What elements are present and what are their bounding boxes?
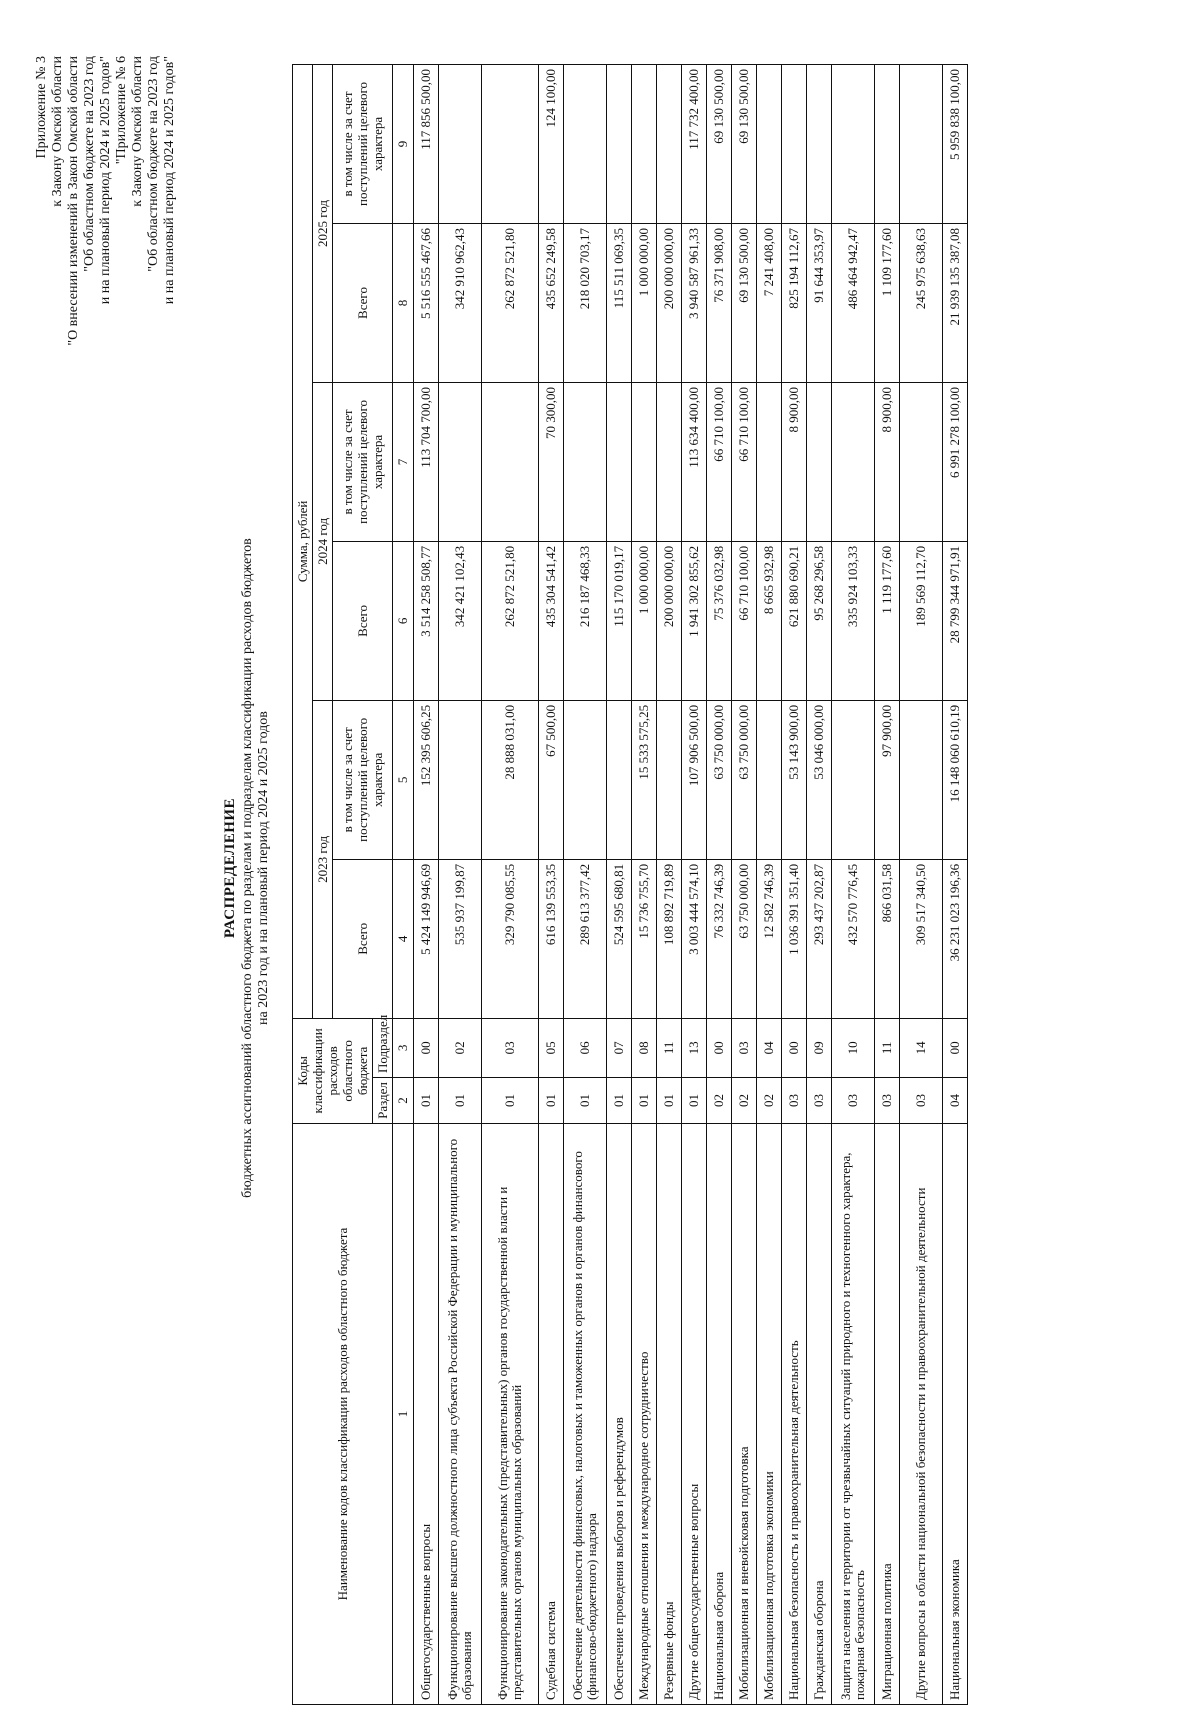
row-total-2023: 36 231 023 196,36 — [943, 859, 968, 1018]
row-targeted-2025 — [607, 65, 632, 224]
row-subsection-code: 11 — [657, 1018, 682, 1077]
table-row — [807, 65, 832, 1705]
header-year-2024: 2024 год — [313, 382, 333, 700]
row-total-2025: 76 371 908,00 — [707, 224, 732, 383]
row-total-2023: 866 031,58 — [875, 859, 900, 1018]
row-name: Обеспечение деятельности финансовых, налоговых и таможенных органов и органов финансового (финансово-бюджетного) надзора — [564, 1124, 607, 1705]
row-targeted-2024: 70 300,00 — [539, 382, 564, 541]
row-targeted-2025 — [832, 65, 875, 224]
row-targeted-2023: 53 046 000,00 — [807, 700, 832, 859]
row-targeted-2023: 107 906 500,00 — [682, 700, 707, 859]
appendix-original-header — [114, 56, 178, 304]
row-total-2023: 329 790 085,55 — [482, 859, 539, 1018]
row-total-2025: 69 130 500,00 — [732, 224, 757, 383]
row-total-2024: 335 924 103,33 — [832, 541, 875, 700]
budget-table-body — [414, 65, 968, 1705]
row-total-2023: 1 036 391 351,40 — [782, 859, 807, 1018]
row-targeted-2023: 28 888 031,00 — [482, 700, 539, 859]
row-total-2023: 108 892 719,89 — [657, 859, 682, 1018]
header-targeted-2025: в том числе за счет поступлений целевого характера — [333, 65, 393, 224]
row-total-2023: 432 570 776,45 — [832, 859, 875, 1018]
column-number-row — [393, 65, 414, 1705]
row-subsection-code: 13 — [682, 1018, 707, 1077]
row-total-2024: 189 569 112,70 — [900, 541, 943, 700]
budget-table — [292, 64, 968, 1705]
row-total-2025: 3 940 587 961,33 — [682, 224, 707, 383]
row-subsection-code: 00 — [943, 1018, 968, 1077]
header-name: Наименование кодов классификации расходов областного бюджета — [293, 1124, 393, 1705]
row-targeted-2024 — [439, 382, 482, 541]
column-number: 2 — [393, 1077, 414, 1123]
row-total-2024: 8 665 932,98 — [757, 541, 782, 700]
row-targeted-2024 — [482, 382, 539, 541]
header-codes: Коды классификации расходов областного бюджета — [293, 1018, 373, 1123]
row-total-2025: 200 000 000,00 — [657, 224, 682, 383]
table-row — [757, 65, 782, 1705]
row-name: Миграционная политика — [875, 1124, 900, 1705]
row-section-code: 02 — [707, 1077, 732, 1123]
row-subsection-code: 07 — [607, 1018, 632, 1077]
table-row — [832, 65, 875, 1705]
row-name: Другие вопросы в области национальной безопасности и правоохранительной деятельности — [900, 1124, 943, 1705]
row-targeted-2024 — [564, 382, 607, 541]
row-section-code: 04 — [943, 1077, 968, 1123]
row-targeted-2024: 113 704 700,00 — [414, 382, 439, 541]
row-targeted-2025: 117 856 500,00 — [414, 65, 439, 224]
row-name: Гражданская оборона — [807, 1124, 832, 1705]
row-targeted-2025 — [782, 65, 807, 224]
row-name: Функционирование законодательных (представительных) органов государственной власти и представительных органов муниципальных образований — [482, 1124, 539, 1705]
header-total-2024: Всего — [333, 541, 393, 700]
row-targeted-2024 — [757, 382, 782, 541]
row-total-2025: 1 109 177,60 — [875, 224, 900, 383]
document-title — [222, 0, 238, 1736]
row-total-2024: 95 268 296,58 — [807, 541, 832, 700]
row-targeted-2025 — [632, 65, 657, 224]
row-total-2023: 524 595 680,81 — [607, 859, 632, 1018]
row-total-2025: 262 872 521,80 — [482, 224, 539, 383]
row-targeted-2025 — [482, 65, 539, 224]
header-targeted-2023: в том числе за счет поступлений целевого характера — [333, 700, 393, 859]
row-total-2023: 12 582 746,39 — [757, 859, 782, 1018]
row-targeted-2023 — [900, 700, 943, 859]
row-total-2024: 342 421 102,43 — [439, 541, 482, 700]
header-subsection: Подраздел — [373, 1018, 393, 1077]
row-targeted-2023: 16 148 060 610,19 — [943, 700, 968, 859]
row-targeted-2024: 113 634 400,00 — [682, 382, 707, 541]
row-targeted-2025 — [657, 65, 682, 224]
row-name: Защита населения и территории от чрезвычайных ситуаций природного и техногенного характера, пожарная безопасность — [832, 1124, 875, 1705]
appendix-current-header — [34, 56, 114, 346]
row-name: Национальная оборона — [707, 1124, 732, 1705]
row-total-2025: 245 975 638,63 — [900, 224, 943, 383]
row-section-code: 02 — [757, 1077, 782, 1123]
table-row — [632, 65, 657, 1705]
row-subsection-code: 08 — [632, 1018, 657, 1077]
document-subtitle-line2 — [256, 0, 272, 1736]
row-total-2023: 3 003 444 574,10 — [682, 859, 707, 1018]
header-sum: Сумма, рублей — [293, 65, 313, 1019]
row-name: Общегосударственные вопросы — [414, 1124, 439, 1705]
row-targeted-2023 — [757, 700, 782, 859]
row-targeted-2025 — [439, 65, 482, 224]
row-targeted-2023 — [439, 700, 482, 859]
table-row — [414, 65, 439, 1705]
row-section-code: 01 — [657, 1077, 682, 1123]
table-row — [607, 65, 632, 1705]
row-subsection-code: 05 — [539, 1018, 564, 1077]
row-subsection-code: 11 — [875, 1018, 900, 1077]
row-name: Мобилизационная и вневойсковая подготовка — [732, 1124, 757, 1705]
row-targeted-2023 — [657, 700, 682, 859]
row-total-2024: 200 000 000,00 — [657, 541, 682, 700]
row-section-code: 03 — [807, 1077, 832, 1123]
appendix-line: и на плановый период 2024 и 2025 годов" — [98, 56, 113, 305]
table-row — [439, 65, 482, 1705]
table-row — [875, 65, 900, 1705]
row-targeted-2024: 66 710 100,00 — [732, 382, 757, 541]
row-subsection-code: 00 — [707, 1018, 732, 1077]
row-name: Другие общегосударственные вопросы — [682, 1124, 707, 1705]
document-subtitle-line1 — [240, 0, 256, 1736]
header-targeted-2024: в том числе за счет поступлений целевого характера — [333, 382, 393, 541]
row-section-code: 01 — [482, 1077, 539, 1123]
row-total-2024: 1 941 302 855,62 — [682, 541, 707, 700]
row-total-2023: 616 139 553,35 — [539, 859, 564, 1018]
appendix-line: к Закону Омской области — [50, 56, 65, 207]
row-subsection-code: 02 — [439, 1018, 482, 1077]
row-targeted-2025 — [564, 65, 607, 224]
appendix-line: "Приложение № 6 — [114, 56, 129, 165]
header-total-2023: Всего — [333, 859, 393, 1018]
row-subsection-code: 10 — [832, 1018, 875, 1077]
header-section: Раздел — [373, 1077, 393, 1123]
table-row — [682, 65, 707, 1705]
row-total-2024: 115 170 019,17 — [607, 541, 632, 700]
row-total-2024: 216 187 468,33 — [564, 541, 607, 700]
row-targeted-2025 — [875, 65, 900, 224]
row-targeted-2024 — [832, 382, 875, 541]
column-number: 5 — [393, 700, 414, 859]
column-number: 9 — [393, 65, 414, 224]
row-total-2024: 1 000 000,00 — [632, 541, 657, 700]
row-total-2025: 115 511 069,35 — [607, 224, 632, 383]
row-section-code: 01 — [539, 1077, 564, 1123]
row-targeted-2024: 66 710 100,00 — [707, 382, 732, 541]
row-section-code: 03 — [782, 1077, 807, 1123]
appendix-line: Приложение № 3 — [34, 56, 49, 159]
row-section-code: 03 — [832, 1077, 875, 1123]
row-section-code: 01 — [414, 1077, 439, 1123]
table-row — [539, 65, 564, 1705]
row-total-2025: 5 516 555 467,66 — [414, 224, 439, 383]
header-total-2025: Всего — [333, 224, 393, 383]
row-section-code: 01 — [439, 1077, 482, 1123]
column-number: 6 — [393, 541, 414, 700]
column-number: 7 — [393, 382, 414, 541]
table-row — [482, 65, 539, 1705]
row-total-2023: 309 517 340,50 — [900, 859, 943, 1018]
row-section-code: 03 — [875, 1077, 900, 1123]
row-name: Функционирование высшего должностного лица субъекта Российской Федерации и муниципального образования — [439, 1124, 482, 1705]
table-row — [943, 65, 968, 1705]
row-section-code: 03 — [900, 1077, 943, 1123]
row-targeted-2023 — [832, 700, 875, 859]
row-targeted-2023: 53 143 900,00 — [782, 700, 807, 859]
row-targeted-2023: 63 750 000,00 — [707, 700, 732, 859]
row-total-2025: 7 241 408,00 — [757, 224, 782, 383]
title-text: РАСПРЕДЕЛЕНИЕ — [222, 797, 238, 939]
row-targeted-2025 — [757, 65, 782, 224]
table-row — [657, 65, 682, 1705]
column-number: 3 — [393, 1018, 414, 1077]
row-name: Судебная система — [539, 1124, 564, 1705]
row-name: Мобилизационная подготовка экономики — [757, 1124, 782, 1705]
row-targeted-2023: 63 750 000,00 — [732, 700, 757, 859]
table-row — [782, 65, 807, 1705]
row-total-2025: 91 644 353,97 — [807, 224, 832, 383]
row-total-2023: 76 332 746,39 — [707, 859, 732, 1018]
table-row — [900, 65, 943, 1705]
row-targeted-2025: 124 100,00 — [539, 65, 564, 224]
row-total-2024: 28 799 344 971,91 — [943, 541, 968, 700]
row-targeted-2023: 15 533 575,25 — [632, 700, 657, 859]
row-total-2025: 21 939 135 387,08 — [943, 224, 968, 383]
row-subsection-code: 00 — [782, 1018, 807, 1077]
row-name: Национальная экономика — [943, 1124, 968, 1705]
row-total-2025: 342 910 962,43 — [439, 224, 482, 383]
row-targeted-2023: 97 900,00 — [875, 700, 900, 859]
row-targeted-2023: 67 500,00 — [539, 700, 564, 859]
row-total-2024: 621 880 690,21 — [782, 541, 807, 700]
row-subsection-code: 03 — [732, 1018, 757, 1077]
row-targeted-2024 — [632, 382, 657, 541]
row-section-code: 01 — [607, 1077, 632, 1123]
header-year-2025: 2025 год — [313, 65, 333, 383]
row-section-code: 02 — [732, 1077, 757, 1123]
subtitle-text: бюджетных ассигнований областного бюджета по разделам и подразделам классификации расходов бюджетов — [240, 538, 255, 1198]
row-targeted-2024 — [607, 382, 632, 541]
row-total-2024: 75 376 032,98 — [707, 541, 732, 700]
row-targeted-2024 — [657, 382, 682, 541]
row-total-2023: 535 937 199,87 — [439, 859, 482, 1018]
row-subsection-code: 03 — [482, 1018, 539, 1077]
row-total-2025: 825 194 112,67 — [782, 224, 807, 383]
row-targeted-2024 — [900, 382, 943, 541]
row-name: Национальная безопасность и правоохранительная деятельность — [782, 1124, 807, 1705]
row-targeted-2025: 5 959 838 100,00 — [943, 65, 968, 224]
table-row — [707, 65, 732, 1705]
row-targeted-2023: 152 395 606,25 — [414, 700, 439, 859]
row-total-2023: 63 750 000,00 — [732, 859, 757, 1018]
row-total-2024: 66 710 100,00 — [732, 541, 757, 700]
column-number: 1 — [393, 1124, 414, 1705]
row-subsection-code: 04 — [757, 1018, 782, 1077]
row-total-2023: 289 613 377,42 — [564, 859, 607, 1018]
row-total-2024: 262 872 521,80 — [482, 541, 539, 700]
row-targeted-2025: 117 732 400,00 — [682, 65, 707, 224]
row-targeted-2024: 6 991 278 100,00 — [943, 382, 968, 541]
appendix-line: "Об областном бюджете на 2023 год — [146, 56, 161, 272]
row-targeted-2024: 8 900,00 — [782, 382, 807, 541]
row-subsection-code: 14 — [900, 1018, 943, 1077]
row-total-2024: 435 304 541,42 — [539, 541, 564, 700]
row-targeted-2024 — [807, 382, 832, 541]
row-targeted-2025: 69 130 500,00 — [707, 65, 732, 224]
table-row — [732, 65, 757, 1705]
row-subsection-code: 06 — [564, 1018, 607, 1077]
appendix-line: "О внесении изменений в Закон Омской области — [66, 56, 81, 346]
row-total-2025: 486 464 942,47 — [832, 224, 875, 383]
row-targeted-2023 — [607, 700, 632, 859]
row-section-code: 01 — [682, 1077, 707, 1123]
row-total-2025: 1 000 000,00 — [632, 224, 657, 383]
row-subsection-code: 00 — [414, 1018, 439, 1077]
row-name: Резервные фонды — [657, 1124, 682, 1705]
row-total-2023: 5 424 149 946,69 — [414, 859, 439, 1018]
column-number: 4 — [393, 859, 414, 1018]
appendix-line: к Закону Омской области — [130, 56, 145, 207]
row-targeted-2023 — [564, 700, 607, 859]
column-number: 8 — [393, 224, 414, 383]
row-total-2024: 3 514 258 508,77 — [414, 541, 439, 700]
row-section-code: 01 — [632, 1077, 657, 1123]
row-subsection-code: 09 — [807, 1018, 832, 1077]
row-targeted-2024: 8 900,00 — [875, 382, 900, 541]
row-targeted-2025 — [900, 65, 943, 224]
row-name: Обеспечение проведения выборов и референдумов — [607, 1124, 632, 1705]
row-name: Международные отношения и международное сотрудничество — [632, 1124, 657, 1705]
table-row — [564, 65, 607, 1705]
subtitle-text: на 2023 год и на плановый период 2024 и 2025 годов — [256, 711, 271, 1025]
row-targeted-2025: 69 130 500,00 — [732, 65, 757, 224]
row-section-code: 01 — [564, 1077, 607, 1123]
header-year-2023: 2023 год — [313, 700, 333, 1018]
row-total-2025: 218 020 703,17 — [564, 224, 607, 383]
row-total-2023: 15 736 755,70 — [632, 859, 657, 1018]
appendix-line: "Об областном бюджете на 2023 год — [82, 56, 97, 272]
row-total-2024: 1 119 177,60 — [875, 541, 900, 700]
row-total-2023: 293 437 202,87 — [807, 859, 832, 1018]
appendix-line: и на плановый период 2024 и 2025 годов" — [162, 56, 177, 305]
row-total-2025: 435 652 249,58 — [539, 224, 564, 383]
row-targeted-2025 — [807, 65, 832, 224]
